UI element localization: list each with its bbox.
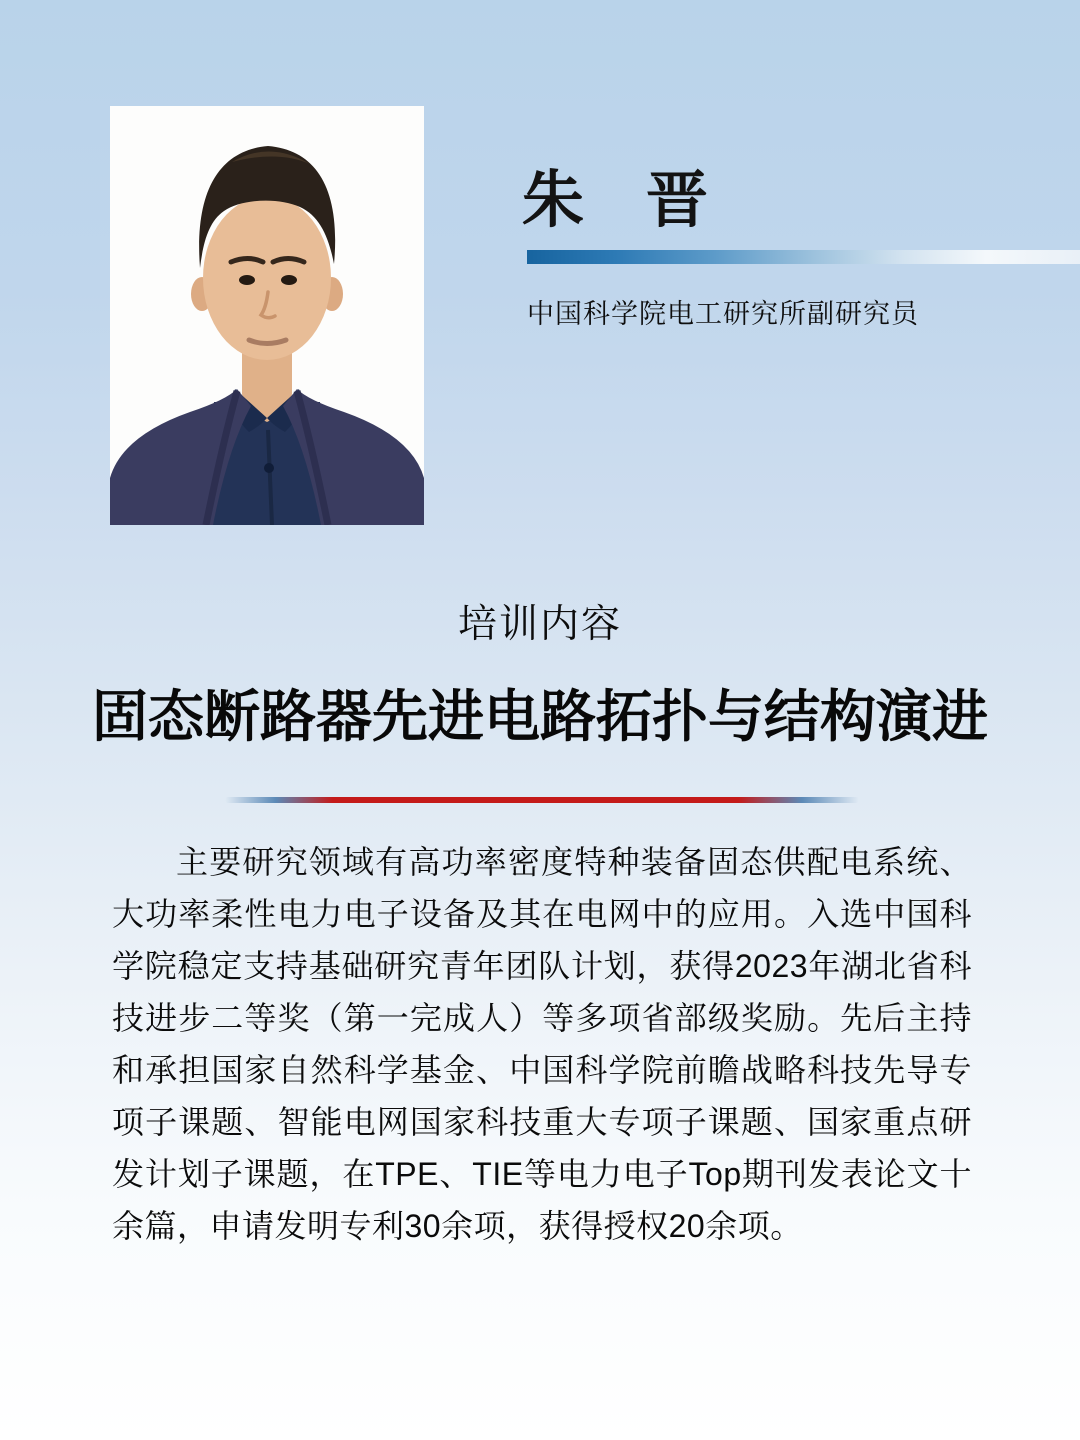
person-job-title: 中国科学院电工研究所副研究员 — [527, 299, 919, 329]
section-label: 培训内容 — [457, 603, 622, 646]
biography-paragraph: 主要研究领域有高功率密度特种装备固态供配电系统、大功率柔性电力电子设备及其在电网中的应用。入选中国科学院稳定支持基础研究青年团队计划，获得2023年湖北省科技进步二等奖（第一完成人）等多项省部级奖励。先后主持和承担国家自然科学基金、中国科学院前瞻战略科技先导专项子课题、智能电网国家科技重大专项子课题、国家重点研发计划子课题，在TPE、TIE等电力电子Top期刊发表论文十余篇，申请发明专利30余项，获得授权20余项。 — [112, 844, 972, 1244]
title-divider — [225, 797, 859, 803]
portrait-illustration — [110, 106, 424, 525]
profile-photo — [110, 106, 424, 525]
person-name: 朱 晋 — [522, 166, 709, 235]
topic-title: 固态断路器先进电路拓扑与结构演进 — [92, 685, 988, 748]
name-underline-bar — [527, 250, 1080, 264]
